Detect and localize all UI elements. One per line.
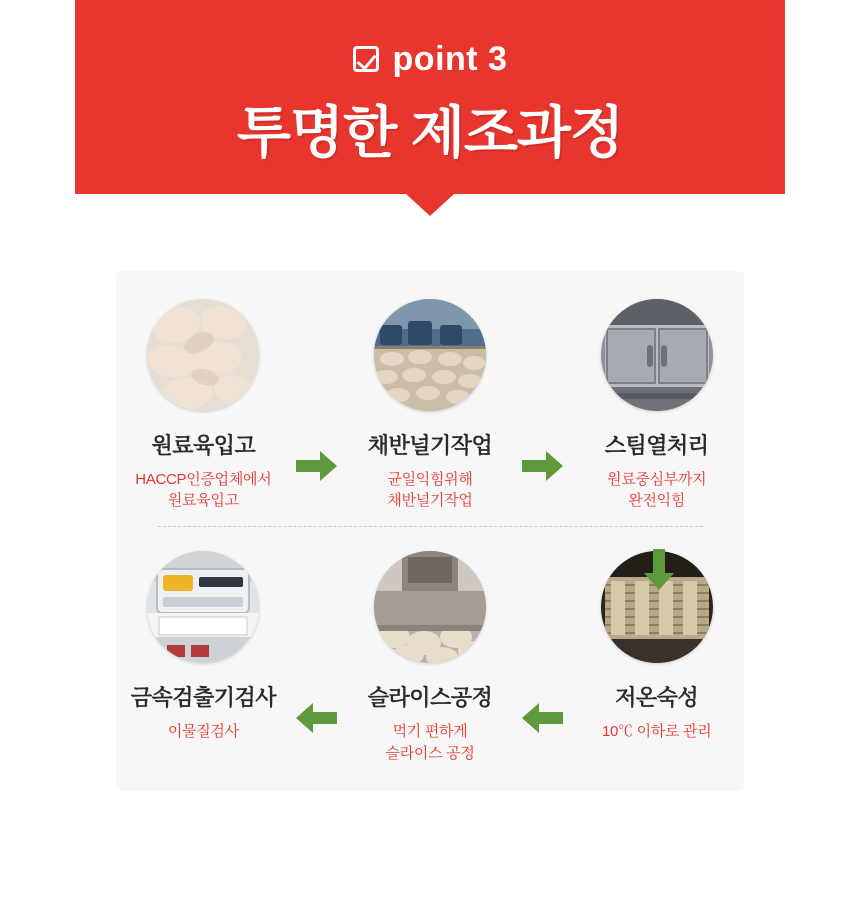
step-desc-line: 슬라이스 공정 bbox=[385, 744, 475, 762]
header-banner bbox=[75, 0, 785, 194]
step-desc bbox=[343, 469, 518, 513]
header-banner-wrap bbox=[0, 0, 860, 216]
step-desc-line: HACCP인증업체에서 bbox=[135, 470, 272, 488]
process-step-5 bbox=[343, 551, 518, 765]
arrow-right-icon bbox=[517, 299, 569, 483]
step-desc-line: 원료육입고 bbox=[167, 492, 239, 510]
step-desc-line: 10℃ 이하로 관리 bbox=[601, 723, 712, 741]
step-desc-line: 이물질검사 bbox=[167, 723, 239, 741]
process-panel bbox=[116, 271, 744, 791]
arrow-left-icon bbox=[291, 551, 343, 735]
step-desc-line: 먹기 편하게 bbox=[392, 723, 468, 741]
banner-pointer-triangle bbox=[406, 194, 454, 216]
step-desc bbox=[343, 721, 518, 765]
step-desc-line: 완전익힘 bbox=[628, 492, 686, 510]
steam-oven-photo bbox=[601, 299, 713, 411]
tray-arranging-photo bbox=[374, 299, 486, 411]
step-desc bbox=[116, 469, 291, 513]
step-desc bbox=[116, 721, 291, 743]
step-desc bbox=[569, 469, 744, 513]
page-title: 투명한 제조과정 bbox=[236, 101, 624, 164]
process-step-6 bbox=[116, 551, 291, 743]
arrow-down-icon bbox=[636, 547, 682, 593]
step-title: 금속검출기검사 bbox=[130, 685, 276, 711]
checkbox-check-icon bbox=[353, 46, 379, 72]
arrow-right-icon bbox=[291, 299, 343, 483]
point-label: point 3 bbox=[392, 40, 508, 78]
step-title: 원료육입고 bbox=[151, 432, 256, 458]
step-desc bbox=[569, 721, 744, 743]
arrow-left-icon bbox=[517, 551, 569, 735]
metal-detector-photo bbox=[147, 551, 259, 663]
step-title: 스팀열처리 bbox=[604, 432, 709, 458]
step-desc-line: 균일익힘위해 bbox=[387, 470, 473, 488]
step-desc-line: 원료중심부까지 bbox=[607, 470, 707, 488]
step-title: 저온숙성 bbox=[615, 685, 699, 711]
process-row-1 bbox=[116, 299, 744, 513]
process-step-3 bbox=[569, 299, 744, 513]
point-row bbox=[75, 42, 785, 76]
process-step-2 bbox=[343, 299, 518, 513]
process-step-1 bbox=[116, 299, 291, 513]
step-title: 슬라이스공정 bbox=[367, 685, 493, 711]
raw-chicken-photo bbox=[147, 299, 259, 411]
row-divider bbox=[158, 526, 703, 527]
slicing-photo bbox=[374, 551, 486, 663]
step-title: 채반널기작업 bbox=[367, 432, 493, 458]
step-desc-line: 채반널기작업 bbox=[387, 492, 473, 510]
